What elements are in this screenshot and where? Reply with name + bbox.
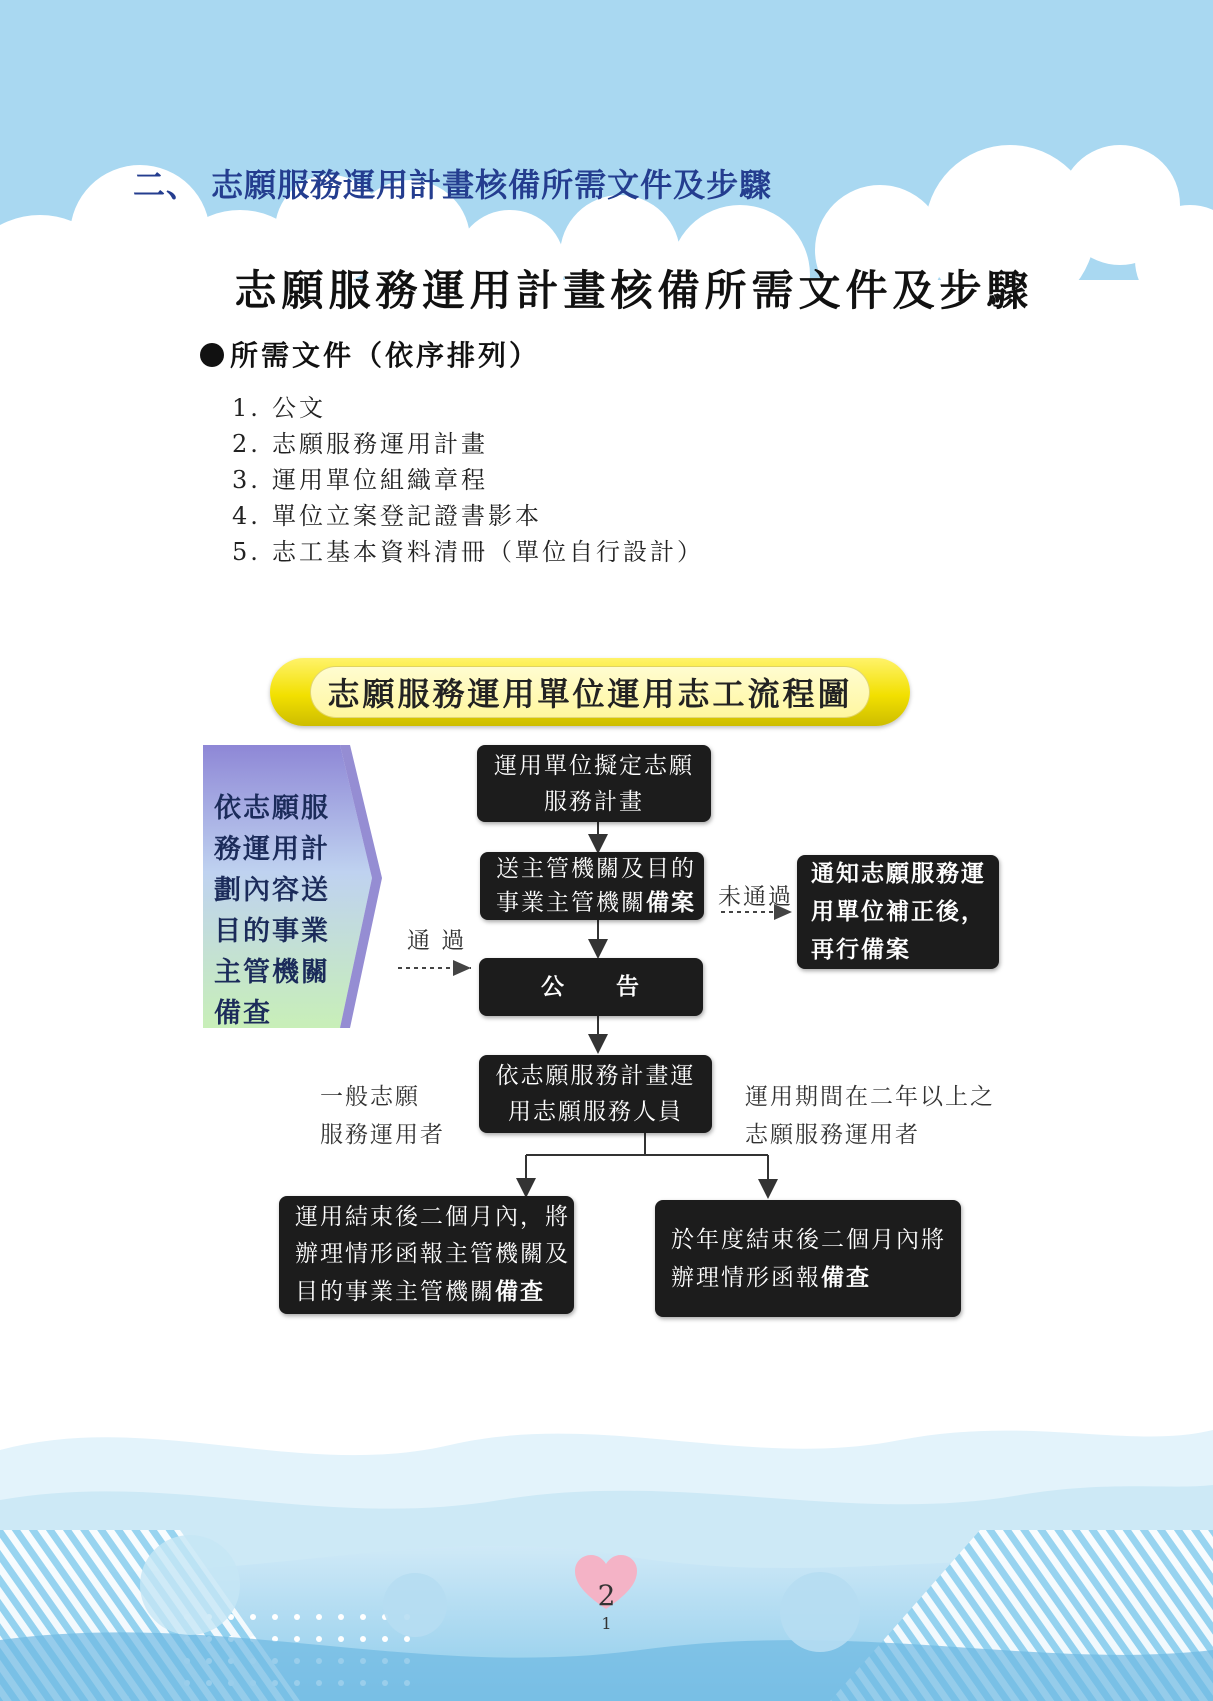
flowchart-title: 志願服務運用單位運用志工流程圖 [310, 666, 870, 718]
list-item: 1. 公文 [232, 394, 326, 422]
not-passed-label: 未通過 [718, 884, 793, 910]
page-title: 志願服務運用計畫核備所需文件及步驟 [234, 266, 1034, 315]
step-submit-box: 送主管機關及目的 事業主管機關備案 [480, 852, 704, 920]
documents-heading [200, 334, 540, 374]
notify-correction-box: 通知志願服務運用單位補正後，再行備案 [797, 855, 999, 969]
list-item: 4. 單位立案登記證書影本 [232, 502, 542, 530]
list-item: 2. 志願服務運用計畫 [232, 430, 488, 458]
long-term-volunteer-label: 運用期間在二年以上之 志願服務運用者 [745, 1084, 995, 1148]
documents-heading-text: 所需文件（依序排列） [230, 339, 541, 372]
section-heading: 二、 志願服務運用計畫核備所需文件及步驟 [133, 166, 773, 204]
flowchart-title-banner [270, 658, 910, 726]
list-item: 3. 運用單位組織章程 [232, 466, 488, 494]
page-number: 2 [597, 1579, 616, 1612]
general-volunteer-label: 一般志願 服務運用者 [320, 1084, 445, 1148]
passed-label: 通 過 [407, 928, 467, 954]
step-deploy-volunteers-box: 依志願服務計畫運用志願服務人員 [479, 1055, 712, 1133]
documents-list [232, 390, 704, 570]
result-general-box: 運用結束後二個月內，將 辦理情形函報主管機關及 目的事業主管機關備查 [279, 1196, 574, 1314]
bullet-icon [200, 343, 224, 367]
step-draft-plan-box: 運用單位擬定志願服務計畫 [477, 745, 711, 822]
page-subnumber: 1 [601, 1614, 612, 1633]
announcement-box: 公 告 [479, 958, 703, 1016]
list-item: 5. 志工基本資料清冊（單位自行設計） [232, 538, 704, 566]
side-note-text: 依志願服務運用計劃內容送目的事業主管機關備查 [214, 793, 330, 1029]
result-long-term-box: 於年度結束後二個月內將 辦理情形函報備查 [655, 1200, 961, 1317]
